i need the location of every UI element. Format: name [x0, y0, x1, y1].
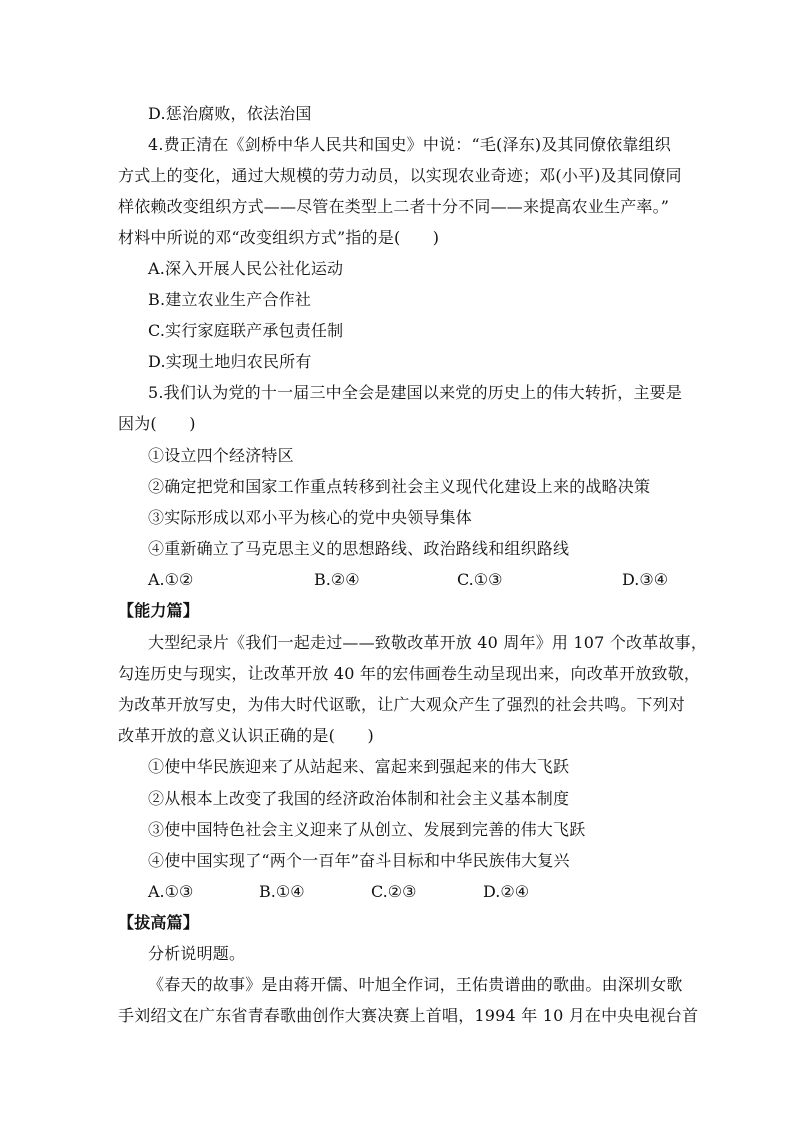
- ability-choice-a: A.①③: [148, 882, 194, 901]
- q4-option-c: C.实行家庭联产承包责任制: [148, 321, 344, 340]
- ability-stem-line: 改革开放的意义认识正确的是( ): [118, 726, 374, 745]
- q5-choice-a: A.①②: [148, 570, 194, 589]
- q5-stem-line: 因为( ): [118, 414, 196, 433]
- q5-choice-b: B.②④: [314, 570, 360, 589]
- q5-stem-line: 5.我们认为党的十一届三中全会是建国以来党的历史上的伟大转折，主要是: [148, 383, 683, 402]
- q5-item: ③实际形成以邓小平为核心的党中央领导集体: [148, 508, 473, 527]
- advanced-text-line: 手刘绍文在广东省青春歌曲创作大赛决赛上首唱，1994 年 10 月在中央电视台首: [118, 1006, 699, 1025]
- q5-item: ②确定把党和国家工作重点转移到社会主义现代化建设上来的战略决策: [148, 477, 651, 496]
- ability-item: ①使中华民族迎来了从站起来、富起来到强起来的伟大飞跃: [148, 757, 570, 776]
- q4-stem-line: 样依赖改变组织方式——尽管在类型上二者十分不同——来提高农业生产率。”: [118, 197, 670, 216]
- q4-option-b: B.建立农业生产合作社: [148, 290, 312, 309]
- ability-stem-line: 大型纪录片《我们一起走过——致敬改革开放 40 周年》用 107 个改革故事，: [148, 633, 708, 652]
- ability-stem-line: 为改革开放写史，为伟大时代讴歌，让广大观众产生了强烈的社会共鸣。下列对: [118, 695, 686, 714]
- advanced-text-line: 《春天的故事》是由蒋开儒、叶旭全作词，王佑贵谱曲的歌曲。由深圳女歌: [148, 975, 683, 994]
- q4-stem-line: 方式上的变化，通过大规模的劳力动员，以实现农业奇迹；邓(小平)及其同僚同: [118, 166, 682, 185]
- q5-choice-c: C.①③: [457, 570, 503, 589]
- ability-choice-c: C.②③: [371, 882, 417, 901]
- ability-item: ④使中国实现了“两个一百年”奋斗目标和中华民族伟大复兴: [148, 851, 570, 870]
- ability-stem-line: 勾连历史与现实，让改革开放 40 年的宏伟画卷生动呈现出来，向改革开放致敬，: [118, 664, 701, 683]
- advanced-heading: 【拔高篇】: [118, 913, 200, 932]
- ability-heading: 【能力篇】: [118, 601, 200, 620]
- q3-option-d: D.惩治腐败，依法治国: [148, 104, 312, 123]
- q5-choice-d: D.③④: [622, 570, 669, 589]
- q5-item: ④重新确立了马克思主义的思想路线、政治路线和组织路线: [148, 539, 570, 558]
- q4-option-d: D.实现土地归农民所有: [148, 352, 312, 371]
- ability-choice-b: B.①④: [259, 882, 305, 901]
- q4-stem-line: 材料中所说的邓“改变组织方式”指的是( ): [118, 228, 440, 247]
- ability-choice-d: D.②④: [483, 882, 530, 901]
- q5-item: ①设立四个经济特区: [148, 446, 294, 465]
- advanced-intro: 分析说明题。: [148, 944, 246, 963]
- q4-stem-line: 4.费正清在《剑桥中华人民共和国史》中说：“毛(泽东)及其同僚依靠组织: [148, 135, 671, 154]
- ability-item: ②从根本上改变了我国的经济政治体制和社会主义基本制度: [148, 789, 570, 808]
- q4-option-a: A.深入开展人民公社化运动: [148, 259, 344, 278]
- ability-item: ③使中国特色社会主义迎来了从创立、发展到完善的伟大飞跃: [148, 820, 586, 839]
